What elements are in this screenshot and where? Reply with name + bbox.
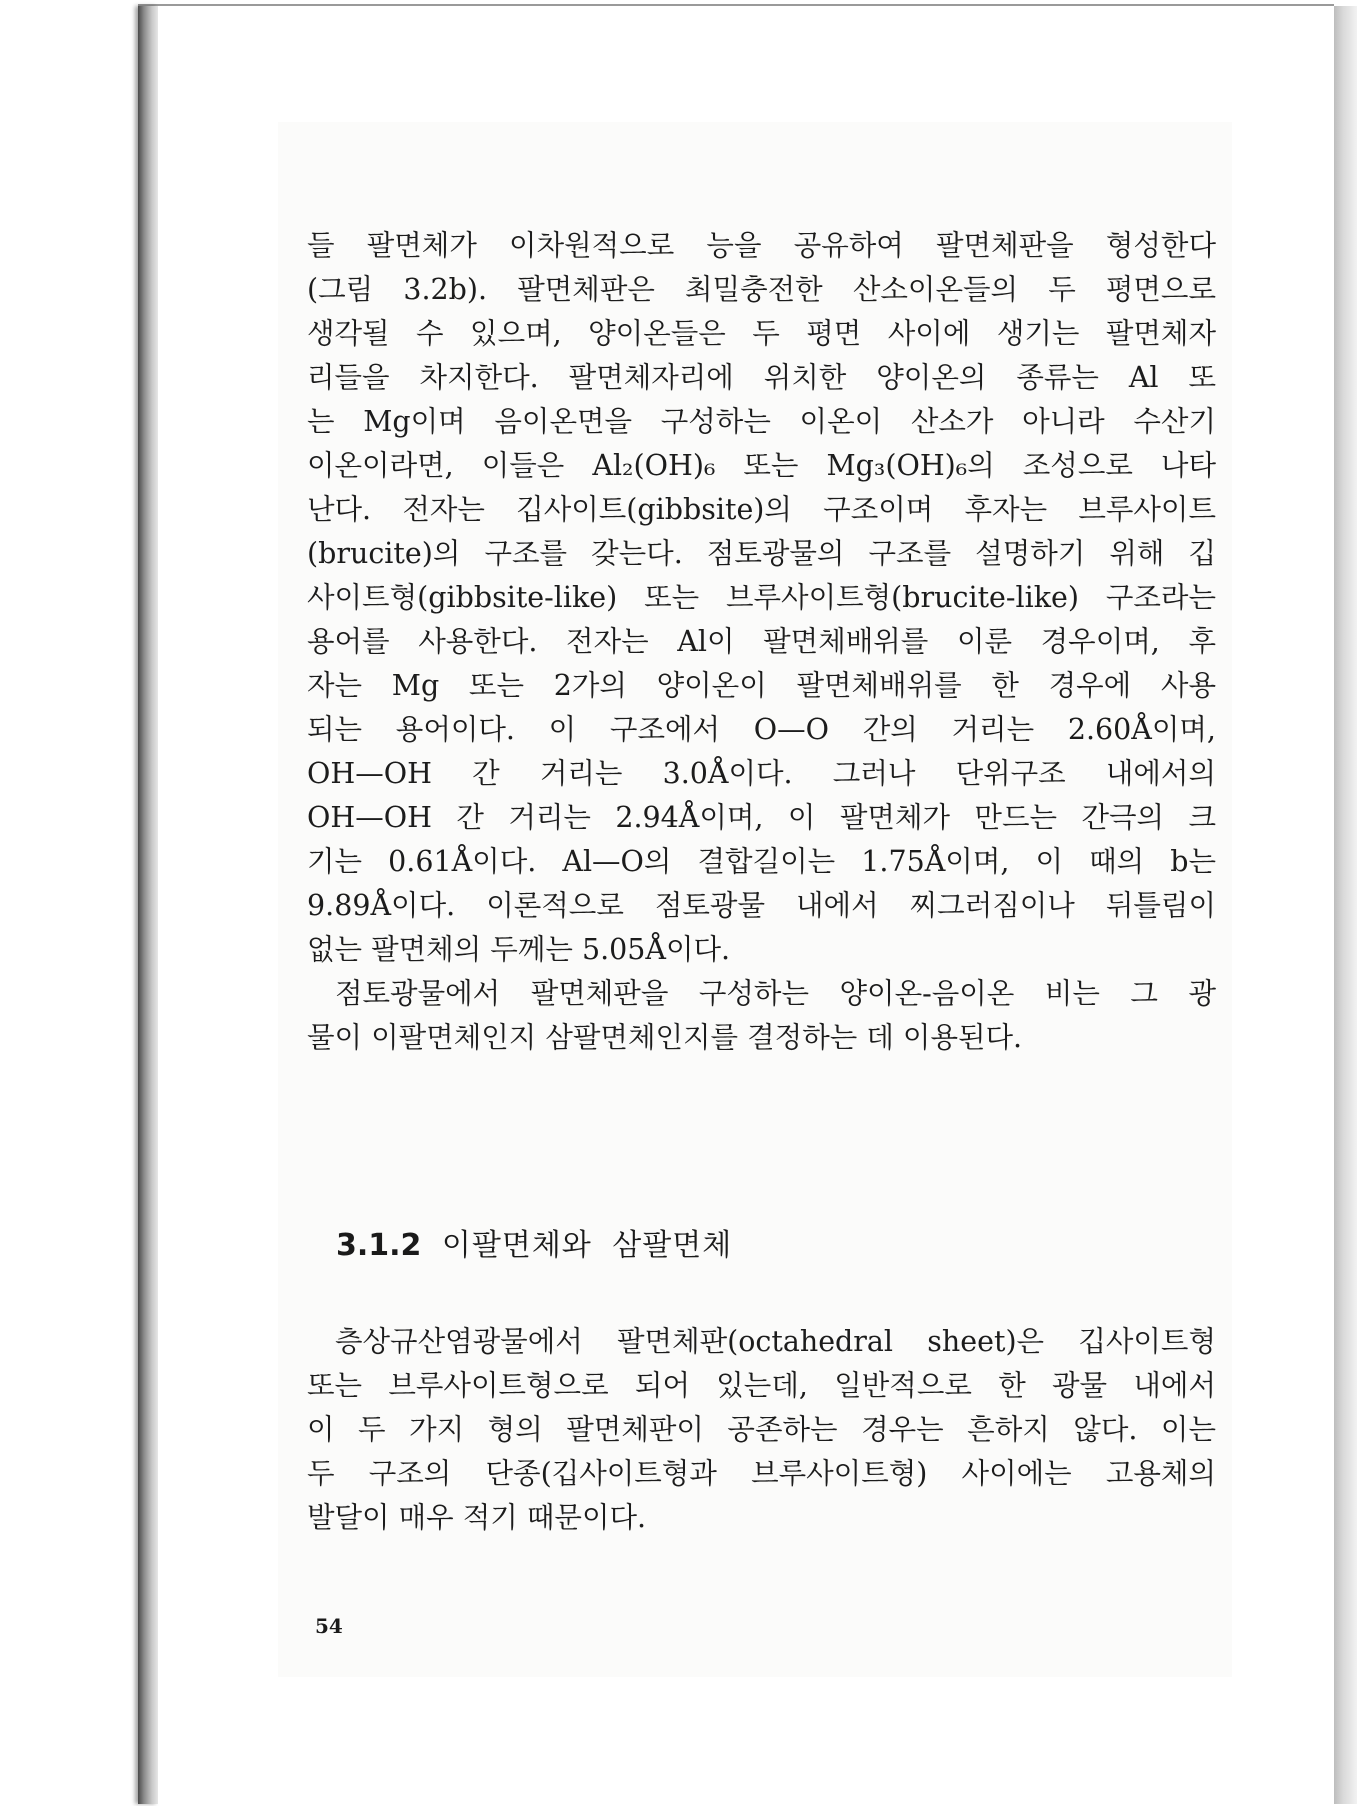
book-spine-edge — [138, 6, 158, 1804]
text-line: 용어를 사용한다. 전자는 Al이 팔면체배위를 이룬 경우이며, 후 — [307, 625, 1216, 658]
text-line: 물이 이팔면체인지 삼팔면체인지를 결정하는 데 이용된다. — [307, 1021, 1023, 1054]
text-line: 이 두 가지 형의 팔면체판이 공존하는 경우는 흔하지 않다. 이는 — [307, 1413, 1216, 1446]
section-title: 이팔면체와 삼팔면체 — [441, 1228, 733, 1263]
text-line: 9.89Å이다. 이론적으로 점토광물 내에서 찌그러짐이나 뒤틀림이 — [307, 889, 1216, 922]
text-line: (그림 3.2b). 팔면체판은 최밀충전한 산소이온들의 두 평면으로 — [307, 273, 1216, 306]
text-line: 두 구조의 단종(깁사이트형과 브루사이트형) 사이에는 고용체의 — [307, 1457, 1216, 1490]
text-line: 생각될 수 있으며, 양이온들은 두 평면 사이에 생기는 팔면체자 — [307, 317, 1216, 350]
text-line: 사이트형(gibbsite-like) 또는 브루사이트형(brucite-like) 구조라는 — [307, 581, 1216, 614]
text-line: OH—OH 간 거리는 3.0Å이다. 그러나 단위구조 내에서의 — [307, 757, 1216, 790]
page-right-shadow — [1334, 6, 1357, 1804]
section-heading — [336, 1220, 732, 1264]
text-line: 이온이라면, 이들은 Al₂(OH)₆ 또는 Mg₃(OH)₆의 조성으로 나타 — [307, 449, 1216, 482]
paragraph-dioctahedral-trioctahedral — [307, 1320, 1216, 1540]
text-line: 기는 0.61Å이다. Al—O의 결합길이는 1.75Å이며, 이 때의 b는 — [307, 845, 1216, 878]
text-line: 들 팔면체가 이차원적으로 능을 공유하여 팔면체판을 형성한다 — [307, 229, 1216, 262]
text-line: 또는 브루사이트형으로 되어 있는데, 일반적으로 한 광물 내에서 — [307, 1369, 1216, 1402]
text-line: 점토광물에서 팔면체판을 구성하는 양이온-음이온 비는 그 광 — [335, 977, 1216, 1010]
text-line: 난다. 전자는 깁사이트(gibbsite)의 구조이며 후자는 브루사이트 — [307, 493, 1216, 526]
text-line: OH—OH 간 거리는 2.94Å이며, 이 팔면체가 만드는 간극의 크 — [307, 801, 1216, 834]
paragraph-octahedral-sheet — [307, 224, 1216, 1060]
section-number: 3.1.2 — [336, 1228, 422, 1263]
text-line: 자는 Mg 또는 2가의 양이온이 팔면체배위를 한 경우에 사용 — [307, 669, 1216, 702]
text-line: 층상규산염광물에서 팔면체판(octahedral sheet)은 깁사이트형 — [335, 1325, 1216, 1358]
text-line: 발달이 매우 적기 때문이다. — [307, 1501, 647, 1534]
text-line: 는 Mg이며 음이온면을 구성하는 이온이 산소가 아니라 수산기 — [307, 405, 1216, 438]
text-line: 없는 팔면체의 두께는 5.05Å이다. — [307, 933, 731, 966]
page-number: 54 — [315, 1614, 343, 1638]
text-line: 리들을 차지한다. 팔면체자리에 위치한 양이온의 종류는 Al 또 — [307, 361, 1216, 394]
text-line: (brucite)의 구조를 갖는다. 점토광물의 구조를 설명하기 위해 깁 — [307, 537, 1216, 570]
text-line: 되는 용어이다. 이 구조에서 O—O 간의 거리는 2.60Å이며, — [307, 713, 1216, 746]
